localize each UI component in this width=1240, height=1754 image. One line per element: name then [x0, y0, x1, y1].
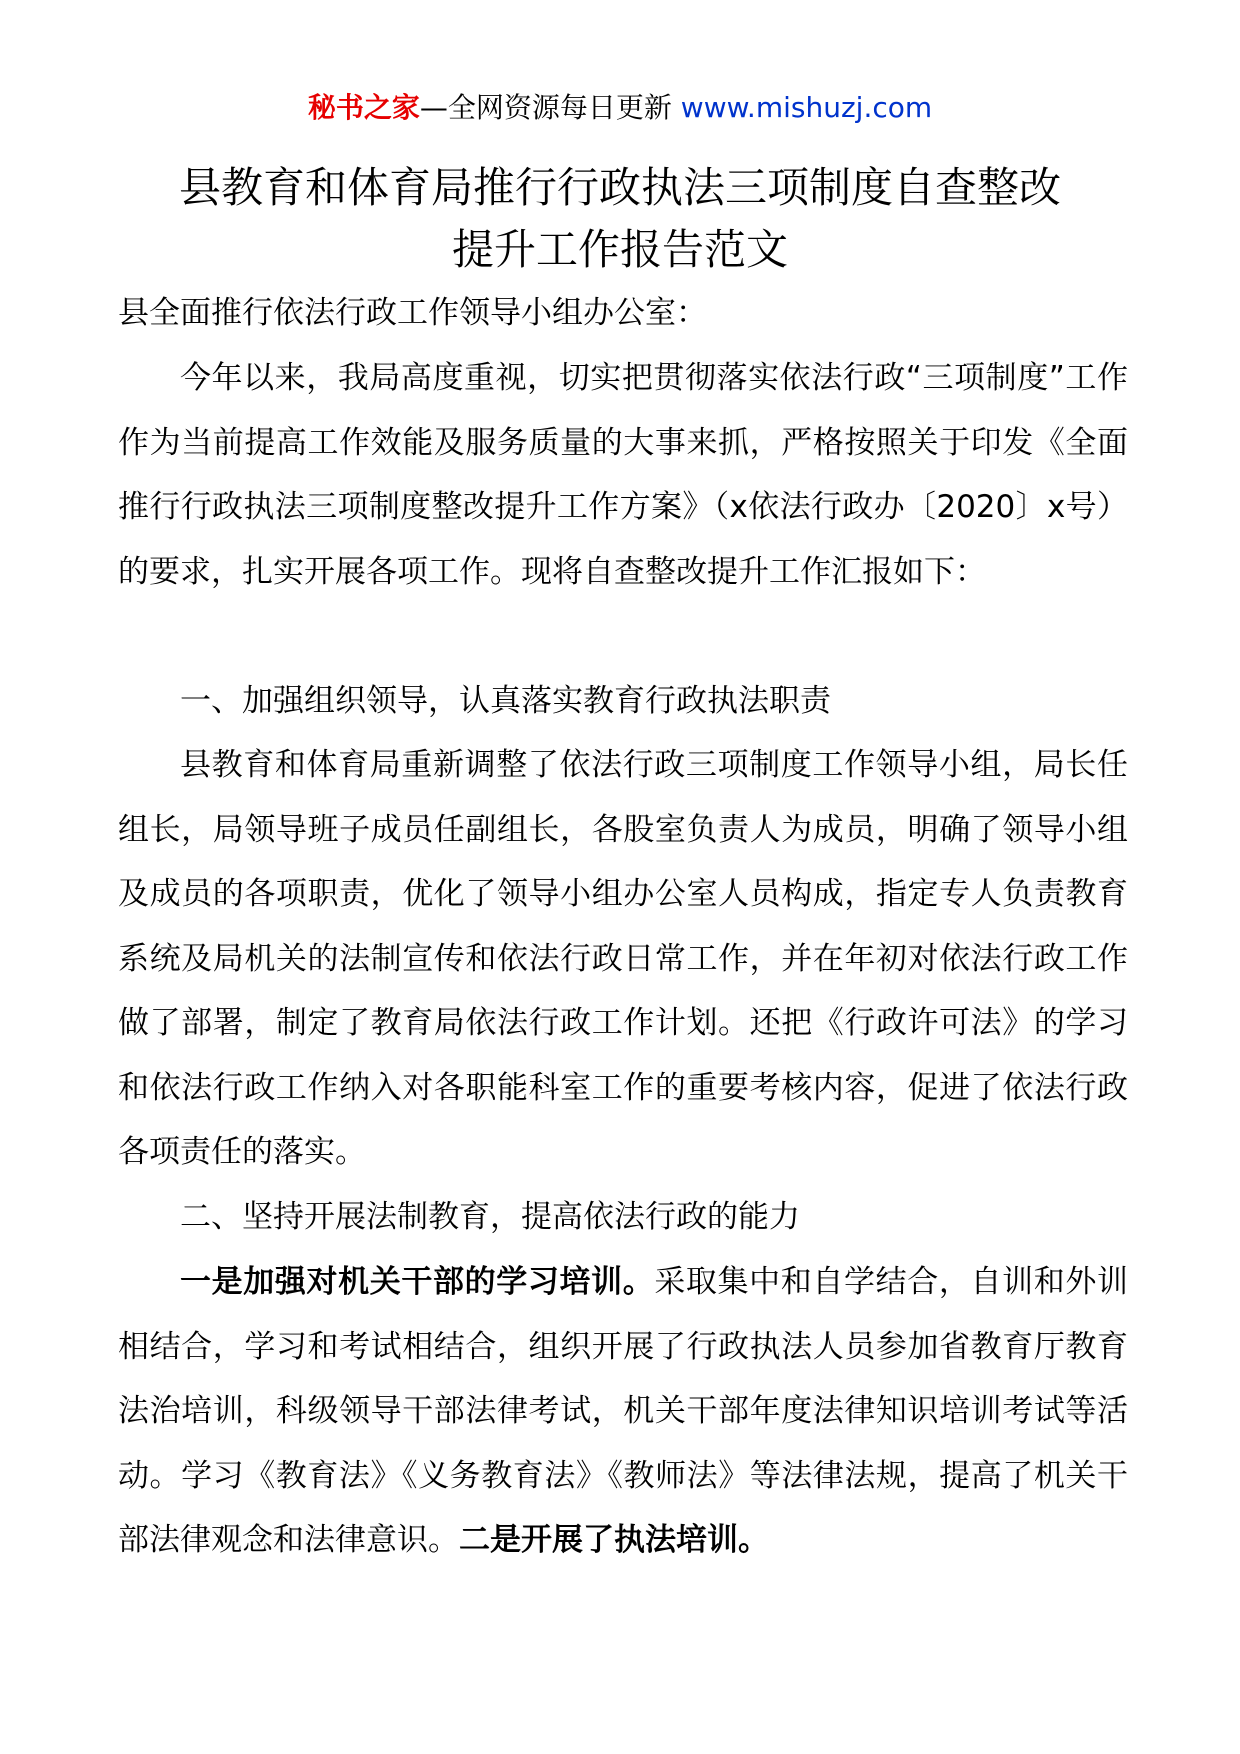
section-1-body — [118, 733, 1128, 1185]
section-2-body-text: 采取集中和自学结合，自训和外训相结合，学习和考试相结合，组织开展了行政执法人员参加省教育厅教育法治培训，科级领导干部法律考试，机关干部年度法律知识培训考试等活动。学习《教育法》《义务教育法》《教师法》等法律法规，提高了机关干部法律观念和法律意识。 — [118, 1264, 1129, 1558]
section-1-heading — [118, 669, 1128, 734]
site-url-link[interactable]: www.mishuzj.com — [680, 91, 933, 124]
site-header — [0, 88, 1240, 128]
section-2-body-paragraph — [118, 1250, 1128, 1573]
section-2-heading-text: 二、坚持开展法制教育，提高依法行政的能力 — [180, 1199, 800, 1235]
brand-name: 秘书之家 — [307, 91, 420, 124]
title-line-2: 提升工作报告范文 — [451, 225, 788, 274]
salutation — [118, 281, 1128, 346]
section-2-heading — [118, 1185, 1128, 1250]
title-line-1: 县教育和体育局推行行政执法三项制度自查整改 — [178, 163, 1061, 212]
intro-text: 今年以来，我局高度重视，切实把贯彻落实依法行政“三项制度”工作作为当前提高工作效能及服务质量的大事来抓，严格按照关于印发《全面推行行政执法三项制度整改提升工作方案》（x依法行政办〔2020〕x号）的要求，扎实开展各项工作。现将自查整改提升工作汇报如下： — [118, 360, 1128, 590]
header-tagline: —全网资源每日更新 — [419, 91, 672, 124]
section-2-body — [118, 1250, 1128, 1573]
section-2-lead: 一是加强对机关干部的学习培训。 — [180, 1264, 655, 1300]
section-1-body-text: 县教育和体育局重新调整了依法行政三项制度工作领导小组，局长任组长，局领导班子成员任副组长，各股室负责人为成员，明确了领导小组及成员的各项职责，优化了领导小组办公室人员构成，指定专人负责教育系统及局机关的法制宣传和依法行政日常工作，并在年初对依法行政工作做了部署，制定了教育局依法行政工作计划。还把《行政许可法》的学习和依法行政工作纳入对各职能科室工作的重要考核内容，促进了依法行政各项责任的落实。 — [118, 747, 1128, 1170]
section-1-heading-text: 一、加强组织领导，认真落实教育行政执法职责 — [180, 683, 831, 719]
salutation-text: 县全面推行依法行政工作领导小组办公室： — [118, 295, 707, 331]
intro-paragraph — [118, 346, 1128, 604]
section-2-lead-2: 二是开展了执法培训。 — [459, 1522, 769, 1558]
document-title — [100, 157, 1140, 281]
